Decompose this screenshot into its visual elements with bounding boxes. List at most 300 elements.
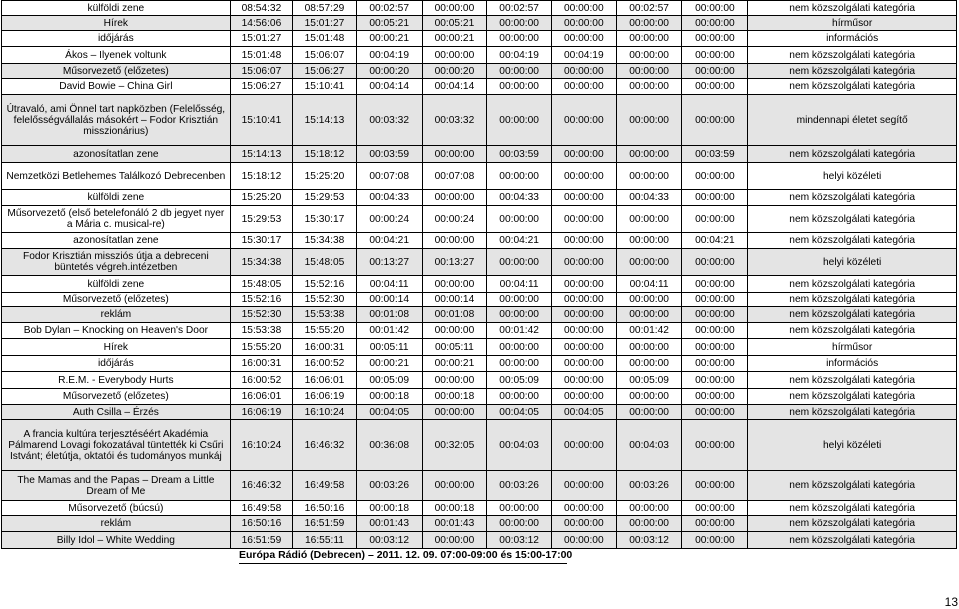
time-value-cell: 15:29:53 — [293, 190, 357, 206]
time-value-cell: 16:46:32 — [230, 471, 292, 501]
time-value-cell: 00:00:00 — [551, 95, 616, 146]
time-value-cell: 00:04:19 — [487, 47, 552, 64]
time-value-cell: 00:13:27 — [422, 249, 487, 276]
time-value-cell: 00:00:00 — [682, 501, 748, 516]
category-cell: nem közszolgálati kategória — [748, 146, 957, 163]
time-value-cell: 00:03:32 — [422, 95, 487, 146]
time-value-cell: 00:00:00 — [682, 339, 748, 356]
time-value-cell: 00:03:26 — [616, 471, 682, 501]
table-row — [2, 372, 957, 389]
time-value-cell: 00:00:00 — [616, 206, 682, 233]
program-title-cell: Műsorvezető (előzetes) — [2, 293, 231, 307]
time-value-cell: 16:06:19 — [230, 405, 292, 420]
time-value-cell: 00:00:00 — [551, 31, 616, 47]
time-value-cell: 00:00:00 — [487, 163, 552, 190]
time-value-cell: 00:03:59 — [356, 146, 422, 163]
time-value-cell: 15:01:48 — [293, 31, 357, 47]
time-value-cell: 00:00:00 — [682, 276, 748, 293]
time-value-cell: 16:50:16 — [293, 501, 357, 516]
table-row — [2, 339, 957, 356]
time-value-cell: 16:00:31 — [230, 356, 292, 372]
time-value-cell: 00:01:43 — [422, 516, 487, 532]
time-value-cell: 00:00:00 — [551, 532, 616, 549]
time-value-cell: 15:53:38 — [230, 323, 292, 339]
time-value-cell: 00:00:00 — [487, 249, 552, 276]
time-value-cell: 00:03:59 — [682, 146, 748, 163]
time-value-cell: 00:00:00 — [422, 233, 487, 249]
time-value-cell: 00:03:12 — [356, 532, 422, 549]
table-row — [2, 47, 957, 64]
time-value-cell: 00:00:00 — [682, 206, 748, 233]
time-value-cell: 00:03:26 — [356, 471, 422, 501]
time-value-cell: 00:00:00 — [682, 420, 748, 471]
time-value-cell: 00:00:00 — [551, 190, 616, 206]
time-value-cell: 15:14:13 — [230, 146, 292, 163]
time-value-cell: 00:00:00 — [682, 47, 748, 64]
program-title-cell: Nemzetközi Betlehemes Találkozó Debrecenben — [2, 163, 231, 190]
category-cell: nem közszolgálati kategória — [748, 1, 957, 16]
time-value-cell: 00:01:08 — [356, 307, 422, 323]
page-number: 13 — [944, 595, 958, 609]
time-value-cell: 15:10:41 — [230, 95, 292, 146]
time-value-cell: 00:04:11 — [616, 276, 682, 293]
program-title-cell: Műsorvezető (előzetes) — [2, 64, 231, 79]
time-value-cell: 16:06:19 — [293, 389, 357, 405]
time-value-cell: 00:00:00 — [682, 372, 748, 389]
time-value-cell: 00:00:00 — [682, 31, 748, 47]
time-value-cell: 00:00:00 — [616, 31, 682, 47]
time-value-cell: 00:00:24 — [356, 206, 422, 233]
time-value-cell: 00:00:00 — [682, 471, 748, 501]
time-value-cell: 00:00:00 — [616, 233, 682, 249]
time-value-cell: 08:54:32 — [230, 1, 292, 16]
time-value-cell: 00:00:00 — [616, 16, 682, 31]
time-value-cell: 00:36:08 — [356, 420, 422, 471]
time-value-cell: 00:00:00 — [682, 95, 748, 146]
time-value-cell: 15:01:27 — [230, 31, 292, 47]
category-cell: nem közszolgálati kategória — [748, 307, 957, 323]
time-value-cell: 16:46:32 — [293, 420, 357, 471]
time-value-cell: 15:52:16 — [230, 293, 292, 307]
time-value-cell: 14:56:06 — [230, 16, 292, 31]
program-title-cell: külföldi zene — [2, 1, 231, 16]
time-value-cell: 00:03:12 — [487, 532, 552, 549]
category-cell: nem közszolgálati kategória — [748, 372, 957, 389]
table-row — [2, 276, 957, 293]
program-title-cell: reklám — [2, 307, 231, 323]
time-value-cell: 00:04:05 — [487, 405, 552, 420]
time-value-cell: 15:06:27 — [293, 64, 357, 79]
time-value-cell: 00:00:00 — [551, 163, 616, 190]
table-row — [2, 323, 957, 339]
category-cell: nem közszolgálati kategória — [748, 389, 957, 405]
time-value-cell: 00:32:05 — [422, 420, 487, 471]
time-value-cell: 15:01:27 — [293, 16, 357, 31]
time-value-cell: 00:01:08 — [422, 307, 487, 323]
time-value-cell: 00:00:00 — [616, 501, 682, 516]
time-value-cell: 00:00:00 — [551, 64, 616, 79]
program-title-cell: külföldi zene — [2, 190, 231, 206]
table-row — [2, 64, 957, 79]
category-cell: helyi közéleti — [748, 249, 957, 276]
time-value-cell: 00:00:00 — [616, 516, 682, 532]
time-value-cell: 00:00:00 — [487, 307, 552, 323]
time-value-cell: 08:57:29 — [293, 1, 357, 16]
time-value-cell: 15:06:27 — [230, 79, 292, 95]
program-title-cell: azonosítatlan zene — [2, 233, 231, 249]
time-value-cell: 00:01:43 — [356, 516, 422, 532]
time-value-cell: 00:00:00 — [682, 293, 748, 307]
time-value-cell: 15:34:38 — [293, 233, 357, 249]
time-value-cell: 00:00:00 — [551, 471, 616, 501]
time-value-cell: 15:18:12 — [293, 146, 357, 163]
time-value-cell: 15:53:38 — [293, 307, 357, 323]
time-value-cell: 15:30:17 — [293, 206, 357, 233]
program-title-cell: A francia kultúra terjesztéséért Akadémia Pálmarend Lovagi fokozatával tüntették ki Csűri Istvánt; életútja, oktatói és tudományos munkáj — [2, 420, 231, 471]
program-title-cell: reklám — [2, 516, 231, 532]
time-value-cell: 00:00:00 — [616, 405, 682, 420]
time-value-cell: 00:00:00 — [487, 339, 552, 356]
category-cell: nem közszolgálati kategória — [748, 233, 957, 249]
time-value-cell: 00:00:18 — [422, 501, 487, 516]
time-value-cell: 16:00:52 — [230, 372, 292, 389]
table-row — [2, 356, 957, 372]
time-value-cell: 00:00:00 — [682, 1, 748, 16]
time-value-cell: 00:04:03 — [616, 420, 682, 471]
time-value-cell: 00:04:19 — [356, 47, 422, 64]
time-value-cell: 00:00:20 — [422, 64, 487, 79]
program-title-cell: Ákos – Ilyenek voltunk — [2, 47, 231, 64]
program-title-cell: The Mamas and the Papas – Dream a Little Dream of Me — [2, 471, 231, 501]
table-row — [2, 405, 957, 420]
time-value-cell: 00:04:21 — [682, 233, 748, 249]
time-value-cell: 00:00:00 — [551, 233, 616, 249]
table-row — [2, 471, 957, 501]
time-value-cell: 15:55:20 — [230, 339, 292, 356]
time-value-cell: 16:50:16 — [230, 516, 292, 532]
time-value-cell: 00:00:00 — [616, 95, 682, 146]
time-value-cell: 00:00:00 — [487, 16, 552, 31]
time-value-cell: 00:00:00 — [487, 389, 552, 405]
time-value-cell: 16:10:24 — [230, 420, 292, 471]
time-value-cell: 00:00:18 — [356, 501, 422, 516]
time-value-cell: 00:00:00 — [682, 190, 748, 206]
time-value-cell: 00:03:12 — [616, 532, 682, 549]
time-value-cell: 00:00:00 — [487, 501, 552, 516]
table-row — [2, 532, 957, 549]
time-value-cell: 15:06:07 — [230, 64, 292, 79]
broadcast-log-table — [1, 0, 957, 549]
program-title-cell: Műsorvezető (búcsú) — [2, 501, 231, 516]
category-cell: nem közszolgálati kategória — [748, 206, 957, 233]
time-value-cell: 00:00:00 — [487, 356, 552, 372]
table-row — [2, 501, 957, 516]
table-row — [2, 163, 957, 190]
time-value-cell: 16:51:59 — [230, 532, 292, 549]
category-cell: nem közszolgálati kategória — [748, 471, 957, 501]
time-value-cell: 15:25:20 — [230, 190, 292, 206]
time-value-cell: 00:00:00 — [682, 16, 748, 31]
time-value-cell: 00:04:14 — [422, 79, 487, 95]
category-cell: nem közszolgálati kategória — [748, 405, 957, 420]
time-value-cell: 00:02:57 — [616, 1, 682, 16]
table-row — [2, 206, 957, 233]
time-value-cell: 15:55:20 — [293, 323, 357, 339]
program-title-cell: Fodor Krisztián missziós útja a debreceni büntetés végreh.intézetben — [2, 249, 231, 276]
time-value-cell: 00:00:20 — [356, 64, 422, 79]
time-value-cell: 00:03:32 — [356, 95, 422, 146]
table-row — [2, 516, 957, 532]
time-value-cell: 00:02:57 — [356, 1, 422, 16]
time-value-cell: 00:04:21 — [356, 233, 422, 249]
program-title-cell: Hírek — [2, 16, 231, 31]
table-row — [2, 293, 957, 307]
category-cell: nem közszolgálati kategória — [748, 323, 957, 339]
time-value-cell: 00:04:05 — [551, 405, 616, 420]
time-value-cell: 00:00:00 — [422, 276, 487, 293]
time-value-cell: 00:00:00 — [422, 146, 487, 163]
category-cell: nem közszolgálati kategória — [748, 190, 957, 206]
time-value-cell: 15:18:12 — [230, 163, 292, 190]
time-value-cell: 16:06:01 — [230, 389, 292, 405]
time-value-cell: 16:00:31 — [293, 339, 357, 356]
time-value-cell: 00:04:05 — [356, 405, 422, 420]
table-row — [2, 233, 957, 249]
time-value-cell: 00:00:00 — [551, 1, 616, 16]
time-value-cell: 00:00:21 — [356, 356, 422, 372]
time-value-cell: 00:07:08 — [422, 163, 487, 190]
table-row — [2, 79, 957, 95]
time-value-cell: 00:04:21 — [487, 233, 552, 249]
table-row — [2, 95, 957, 146]
time-value-cell: 00:00:00 — [616, 339, 682, 356]
time-value-cell: 00:00:00 — [551, 356, 616, 372]
time-value-cell: 00:13:27 — [356, 249, 422, 276]
category-cell: nem közszolgálati kategória — [748, 293, 957, 307]
time-value-cell: 00:00:00 — [551, 16, 616, 31]
time-value-cell: 00:05:09 — [616, 372, 682, 389]
time-value-cell: 00:00:00 — [551, 516, 616, 532]
time-value-cell: 00:00:00 — [551, 501, 616, 516]
time-value-cell: 00:00:00 — [487, 64, 552, 79]
table-row — [2, 389, 957, 405]
time-value-cell: 00:00:00 — [682, 405, 748, 420]
time-value-cell: 00:00:21 — [356, 31, 422, 47]
time-value-cell: 00:00:18 — [422, 389, 487, 405]
time-value-cell: 00:00:00 — [616, 64, 682, 79]
time-value-cell: 00:00:00 — [682, 532, 748, 549]
program-title-cell: Műsorvezető (első betelefonáló 2 db jegyet nyer a Mária c. musical-re) — [2, 206, 231, 233]
time-value-cell: 00:00:00 — [682, 389, 748, 405]
program-title-cell: David Bowie – China Girl — [2, 79, 231, 95]
table-row — [2, 249, 957, 276]
time-value-cell: 00:00:00 — [616, 79, 682, 95]
time-value-cell: 00:00:00 — [551, 307, 616, 323]
footer-caption: Európa Rádió (Debrecen) – 2011. 12. 09. 07:00-09:00 és 15:00-17:00 — [239, 549, 573, 561]
time-value-cell: 00:00:00 — [616, 356, 682, 372]
time-value-cell: 15:52:30 — [293, 293, 357, 307]
category-cell: hírműsor — [748, 339, 957, 356]
time-value-cell: 00:04:11 — [356, 276, 422, 293]
time-value-cell: 00:00:14 — [356, 293, 422, 307]
time-value-cell: 00:00:00 — [682, 163, 748, 190]
time-value-cell: 15:48:05 — [293, 249, 357, 276]
time-value-cell: 00:00:00 — [487, 293, 552, 307]
time-value-cell: 15:14:13 — [293, 95, 357, 146]
time-value-cell: 16:00:52 — [293, 356, 357, 372]
time-value-cell: 15:48:05 — [230, 276, 292, 293]
time-value-cell: 00:00:18 — [356, 389, 422, 405]
time-value-cell: 00:01:42 — [616, 323, 682, 339]
time-value-cell: 00:00:00 — [682, 323, 748, 339]
table-row — [2, 31, 957, 47]
category-cell: helyi közéleti — [748, 420, 957, 471]
time-value-cell: 00:00:00 — [551, 146, 616, 163]
time-value-cell: 00:00:00 — [551, 420, 616, 471]
category-cell: helyi közéleti — [748, 163, 957, 190]
time-value-cell: 00:00:00 — [551, 389, 616, 405]
category-cell: nem közszolgálati kategória — [748, 47, 957, 64]
time-value-cell: 00:05:21 — [356, 16, 422, 31]
time-value-cell: 00:00:00 — [422, 405, 487, 420]
time-value-cell: 00:04:11 — [487, 276, 552, 293]
time-value-cell: 00:05:09 — [356, 372, 422, 389]
program-title-cell: Hírek — [2, 339, 231, 356]
time-value-cell: 16:51:59 — [293, 516, 357, 532]
time-value-cell: 15:29:53 — [230, 206, 292, 233]
time-value-cell: 00:00:00 — [487, 79, 552, 95]
time-value-cell: 00:00:14 — [422, 293, 487, 307]
time-value-cell: 00:00:00 — [616, 163, 682, 190]
time-value-cell: 00:04:19 — [551, 47, 616, 64]
table-row — [2, 16, 957, 31]
time-value-cell: 00:00:00 — [616, 293, 682, 307]
time-value-cell: 00:00:00 — [422, 471, 487, 501]
program-title-cell: Műsorvezető (előzetes) — [2, 389, 231, 405]
time-value-cell: 00:05:21 — [422, 16, 487, 31]
time-value-cell: 00:00:00 — [616, 146, 682, 163]
category-cell: nem közszolgálati kategória — [748, 501, 957, 516]
time-value-cell: 15:52:16 — [293, 276, 357, 293]
time-value-cell: 00:00:24 — [422, 206, 487, 233]
time-value-cell: 00:05:11 — [356, 339, 422, 356]
time-value-cell: 00:00:00 — [616, 47, 682, 64]
time-value-cell: 00:00:00 — [487, 516, 552, 532]
time-value-cell: 00:00:00 — [682, 356, 748, 372]
time-value-cell: 00:00:00 — [487, 206, 552, 233]
category-cell: nem közszolgálati kategória — [748, 64, 957, 79]
category-cell: információs — [748, 356, 957, 372]
time-value-cell: 00:04:33 — [616, 190, 682, 206]
time-value-cell: 15:01:48 — [230, 47, 292, 64]
time-value-cell: 16:06:01 — [293, 372, 357, 389]
category-cell: nem közszolgálati kategória — [748, 532, 957, 549]
program-title-cell: Billy Idol – White Wedding — [2, 532, 231, 549]
category-cell: nem közszolgálati kategória — [748, 79, 957, 95]
category-cell: nem közszolgálati kategória — [748, 516, 957, 532]
time-value-cell: 00:00:00 — [682, 64, 748, 79]
time-value-cell: 00:04:33 — [487, 190, 552, 206]
time-value-cell: 15:25:20 — [293, 163, 357, 190]
time-value-cell: 16:55:11 — [293, 532, 357, 549]
table-row — [2, 307, 957, 323]
time-value-cell: 00:04:14 — [356, 79, 422, 95]
program-title-cell: Bob Dylan – Knocking on Heaven's Door — [2, 323, 231, 339]
time-value-cell: 15:52:30 — [230, 307, 292, 323]
time-value-cell: 00:00:00 — [682, 516, 748, 532]
time-value-cell: 15:10:41 — [293, 79, 357, 95]
time-value-cell: 00:00:00 — [682, 249, 748, 276]
table-row — [2, 420, 957, 471]
time-value-cell: 00:01:42 — [356, 323, 422, 339]
time-value-cell: 00:00:00 — [487, 95, 552, 146]
time-value-cell: 15:30:17 — [230, 233, 292, 249]
time-value-cell: 15:06:07 — [293, 47, 357, 64]
time-value-cell: 00:01:42 — [487, 323, 552, 339]
time-value-cell: 16:49:58 — [293, 471, 357, 501]
time-value-cell: 00:03:26 — [487, 471, 552, 501]
program-title-cell: külföldi zene — [2, 276, 231, 293]
time-value-cell: 00:00:00 — [551, 276, 616, 293]
program-title-cell: időjárás — [2, 356, 231, 372]
time-value-cell: 00:00:00 — [551, 339, 616, 356]
time-value-cell: 00:04:03 — [487, 420, 552, 471]
time-value-cell: 00:00:21 — [422, 31, 487, 47]
time-value-cell: 00:00:00 — [551, 323, 616, 339]
table-row — [2, 1, 957, 16]
time-value-cell: 00:04:33 — [356, 190, 422, 206]
time-value-cell: 00:00:21 — [422, 356, 487, 372]
time-value-cell: 16:10:24 — [293, 405, 357, 420]
table-row — [2, 146, 957, 163]
time-value-cell: 00:02:57 — [487, 1, 552, 16]
time-value-cell: 00:00:00 — [682, 307, 748, 323]
footer-underline — [239, 563, 567, 564]
time-value-cell: 00:05:11 — [422, 339, 487, 356]
category-cell: hírműsor — [748, 16, 957, 31]
time-value-cell: 00:00:00 — [551, 206, 616, 233]
table-row — [2, 190, 957, 206]
program-title-cell: Útravaló, ami Önnel tart napközben (Felelősség, felelősségvállalás másokért – Fodor Krisztián misszionárius) — [2, 95, 231, 146]
category-cell: információs — [748, 31, 957, 47]
time-value-cell: 15:34:38 — [230, 249, 292, 276]
time-value-cell: 00:00:00 — [551, 249, 616, 276]
category-cell: mindennapi életet segítő — [748, 95, 957, 146]
time-value-cell: 00:00:00 — [422, 47, 487, 64]
time-value-cell: 00:00:00 — [551, 293, 616, 307]
program-title-cell: Auth Csilla – Érzés — [2, 405, 231, 420]
time-value-cell: 00:00:00 — [487, 31, 552, 47]
category-cell: nem közszolgálati kategória — [748, 276, 957, 293]
time-value-cell: 00:00:00 — [422, 532, 487, 549]
program-title-cell: időjárás — [2, 31, 231, 47]
time-value-cell: 00:00:00 — [422, 190, 487, 206]
time-value-cell: 00:00:00 — [422, 372, 487, 389]
time-value-cell: 00:00:00 — [551, 79, 616, 95]
time-value-cell: 00:00:00 — [422, 1, 487, 16]
time-value-cell: 00:00:00 — [551, 372, 616, 389]
time-value-cell: 00:05:09 — [487, 372, 552, 389]
time-value-cell: 00:03:59 — [487, 146, 552, 163]
time-value-cell: 00:00:00 — [422, 323, 487, 339]
time-value-cell: 16:49:58 — [230, 501, 292, 516]
program-title-cell: R.E.M. - Everybody Hurts — [2, 372, 231, 389]
program-title-cell: azonosítatlan zene — [2, 146, 231, 163]
time-value-cell: 00:00:00 — [616, 389, 682, 405]
time-value-cell: 00:00:00 — [616, 307, 682, 323]
time-value-cell: 00:00:00 — [682, 79, 748, 95]
time-value-cell: 00:00:00 — [616, 249, 682, 276]
